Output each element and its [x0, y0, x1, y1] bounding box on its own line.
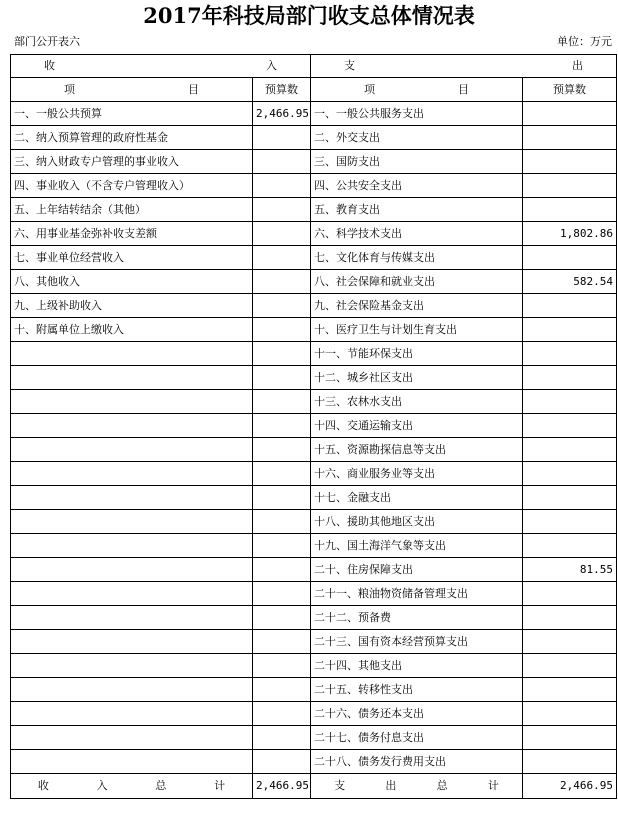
income-item-cell — [11, 486, 253, 510]
expense-amount-cell — [523, 174, 617, 198]
income-amount-cell — [253, 222, 311, 246]
section-header-row — [11, 55, 617, 78]
table-row — [11, 318, 617, 342]
expense-section-header: 支 出 — [311, 55, 617, 78]
expense-amount-cell: 582.54 — [523, 270, 617, 294]
expense-budget-header: 预算数 — [523, 78, 617, 102]
table-row — [11, 414, 617, 438]
table-row — [11, 726, 617, 750]
income-amount-cell: 2,466.95 — [253, 102, 311, 126]
income-amount-cell — [253, 414, 311, 438]
income-item-header: 项 目 — [11, 78, 253, 102]
table-row — [11, 438, 617, 462]
expense-amount-cell — [523, 390, 617, 414]
income-amount-cell — [253, 174, 311, 198]
income-amount-cell — [253, 678, 311, 702]
expense-amount-cell — [523, 342, 617, 366]
income-amount-cell — [253, 462, 311, 486]
expense-item-cell: 二十六、债务还本支出 — [311, 702, 523, 726]
income-item-cell — [11, 342, 253, 366]
income-amount-cell — [253, 294, 311, 318]
expense-amount-cell — [523, 150, 617, 174]
expense-item-cell: 二十、住房保障支出 — [311, 558, 523, 582]
expense-item-cell: 十八、援助其他地区支出 — [311, 510, 523, 534]
table-row — [11, 174, 617, 198]
expense-item-cell: 七、文化体育与传媒支出 — [311, 246, 523, 270]
expense-amount-cell — [523, 462, 617, 486]
table-row — [11, 102, 617, 126]
income-total-label: 收 入 总 计 — [11, 774, 253, 799]
income-amount-cell — [253, 582, 311, 606]
expense-amount-cell — [523, 726, 617, 750]
table-row — [11, 462, 617, 486]
table-row — [11, 198, 617, 222]
expense-amount-cell — [523, 510, 617, 534]
table-row — [11, 342, 617, 366]
expense-amount-cell — [523, 702, 617, 726]
expense-item-cell: 十三、农林水支出 — [311, 390, 523, 414]
table-row — [11, 294, 617, 318]
income-item-cell — [11, 678, 253, 702]
income-item-cell: 二、纳入预算管理的政府性基金 — [11, 126, 253, 150]
income-item-cell: 九、上级补助收入 — [11, 294, 253, 318]
table-code: 部门公开表六 — [14, 35, 80, 48]
unit-label: 单位：万元 — [557, 35, 612, 48]
income-amount-cell — [253, 246, 311, 270]
expense-item-cell: 十七、金融支出 — [311, 486, 523, 510]
table-row — [11, 510, 617, 534]
income-item-cell — [11, 510, 253, 534]
expense-amount-cell: 81.55 — [523, 558, 617, 582]
income-item-cell — [11, 654, 253, 678]
expense-amount-cell — [523, 750, 617, 774]
expense-item-cell: 五、教育支出 — [311, 198, 523, 222]
expense-item-cell: 九、社会保险基金支出 — [311, 294, 523, 318]
income-amount-cell — [253, 534, 311, 558]
expense-item-cell: 三、国防支出 — [311, 150, 523, 174]
income-item-cell — [11, 558, 253, 582]
column-header-row — [11, 78, 617, 102]
table-row — [11, 678, 617, 702]
expense-item-cell: 十、医疗卫生与计划生育支出 — [311, 318, 523, 342]
income-amount-cell — [253, 558, 311, 582]
income-amount-cell — [253, 726, 311, 750]
income-amount-cell — [253, 366, 311, 390]
income-amount-cell — [253, 270, 311, 294]
income-item-cell — [11, 726, 253, 750]
income-item-cell: 一、一般公共预算 — [11, 102, 253, 126]
income-item-cell — [11, 438, 253, 462]
expense-item-cell: 十一、节能环保支出 — [311, 342, 523, 366]
table-row — [11, 654, 617, 678]
income-item-cell — [11, 534, 253, 558]
expense-amount-cell — [523, 366, 617, 390]
income-amount-cell — [253, 390, 311, 414]
table-row — [11, 750, 617, 774]
expense-item-cell: 二十五、转移性支出 — [311, 678, 523, 702]
expense-amount-cell — [523, 318, 617, 342]
expense-item-cell: 四、公共安全支出 — [311, 174, 523, 198]
table-row — [11, 126, 617, 150]
expense-amount-cell — [523, 438, 617, 462]
expense-item-cell: 二十八、债务发行费用支出 — [311, 750, 523, 774]
expense-item-cell: 二十四、其他支出 — [311, 654, 523, 678]
income-amount-cell — [253, 630, 311, 654]
expense-amount-cell — [523, 630, 617, 654]
expense-total-label: 支 出 总 计 — [311, 774, 523, 799]
table-row — [11, 582, 617, 606]
income-item-cell — [11, 390, 253, 414]
income-item-cell: 七、事业单位经营收入 — [11, 246, 253, 270]
expense-amount-cell — [523, 654, 617, 678]
income-amount-cell — [253, 702, 311, 726]
table-row — [11, 270, 617, 294]
income-amount-cell — [253, 318, 311, 342]
table-row — [11, 558, 617, 582]
expense-amount-cell — [523, 534, 617, 558]
income-amount-cell — [253, 654, 311, 678]
income-item-cell: 三、纳入财政专户管理的事业收入 — [11, 150, 253, 174]
income-amount-cell — [253, 606, 311, 630]
income-item-cell: 六、用事业基金弥补收支差额 — [11, 222, 253, 246]
table-row — [11, 150, 617, 174]
page-title: 2017年科技局部门收支总体情况表 — [143, 3, 475, 28]
expense-amount-cell — [523, 198, 617, 222]
income-item-cell — [11, 750, 253, 774]
table-row — [11, 630, 617, 654]
expense-amount-cell — [523, 414, 617, 438]
expense-amount-cell — [523, 582, 617, 606]
expense-amount-cell: 1,802.86 — [523, 222, 617, 246]
expense-item-cell: 二十七、债务付息支出 — [311, 726, 523, 750]
table-row — [11, 606, 617, 630]
expense-item-cell: 十五、资源勘探信息等支出 — [311, 438, 523, 462]
expense-item-cell: 二十二、预备费 — [311, 606, 523, 630]
total-row — [11, 774, 617, 799]
expense-amount-cell — [523, 246, 617, 270]
table-row — [11, 486, 617, 510]
income-amount-cell — [253, 198, 311, 222]
income-amount-cell — [253, 126, 311, 150]
income-budget-header: 预算数 — [253, 78, 311, 102]
income-amount-cell — [253, 750, 311, 774]
income-item-cell — [11, 630, 253, 654]
income-item-cell: 五、上年结转结余（其他） — [11, 198, 253, 222]
expense-amount-cell — [523, 126, 617, 150]
expense-item-cell: 十四、交通运输支出 — [311, 414, 523, 438]
expense-amount-cell — [523, 294, 617, 318]
table-row — [11, 366, 617, 390]
expense-total-amount: 2,466.95 — [523, 774, 617, 799]
table-row — [11, 534, 617, 558]
income-item-cell — [11, 606, 253, 630]
income-item-cell: 十、附属单位上缴收入 — [11, 318, 253, 342]
expense-amount-cell — [523, 606, 617, 630]
expense-amount-cell — [523, 678, 617, 702]
expense-item-header: 项 目 — [311, 78, 523, 102]
income-amount-cell — [253, 510, 311, 534]
expense-item-cell: 一、一般公共服务支出 — [311, 102, 523, 126]
income-section-header: 收 入 — [11, 55, 311, 78]
income-item-cell — [11, 582, 253, 606]
income-item-cell — [11, 462, 253, 486]
income-amount-cell — [253, 150, 311, 174]
expense-amount-cell — [523, 102, 617, 126]
table-row — [11, 702, 617, 726]
expense-item-cell: 十六、商业服务业等支出 — [311, 462, 523, 486]
income-amount-cell — [253, 486, 311, 510]
income-item-cell: 四、事业收入（不含专户管理收入） — [11, 174, 253, 198]
income-total-amount: 2,466.95 — [253, 774, 311, 799]
table-row — [11, 222, 617, 246]
expense-item-cell: 二十三、国有资本经营预算支出 — [311, 630, 523, 654]
income-amount-cell — [253, 438, 311, 462]
income-item-cell — [11, 414, 253, 438]
budget-table — [10, 54, 617, 799]
expense-item-cell: 十九、国土海洋气象等支出 — [311, 534, 523, 558]
table-row — [11, 246, 617, 270]
income-item-cell: 八、其他收入 — [11, 270, 253, 294]
expense-item-cell: 八、社会保障和就业支出 — [311, 270, 523, 294]
expense-item-cell: 十二、城乡社区支出 — [311, 366, 523, 390]
income-item-cell — [11, 702, 253, 726]
expense-item-cell: 二、外交支出 — [311, 126, 523, 150]
expense-amount-cell — [523, 486, 617, 510]
table-row — [11, 390, 617, 414]
expense-item-cell: 六、科学技术支出 — [311, 222, 523, 246]
income-item-cell — [11, 366, 253, 390]
income-amount-cell — [253, 342, 311, 366]
expense-item-cell: 二十一、粮油物资储备管理支出 — [311, 582, 523, 606]
